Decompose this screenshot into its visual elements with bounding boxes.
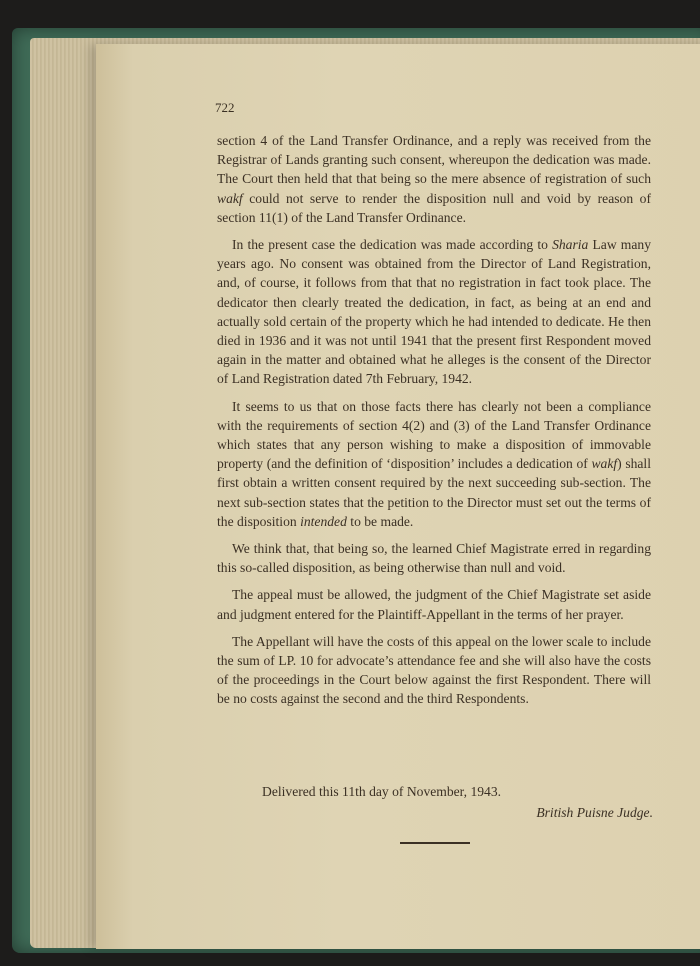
text-run: Law many years ago. No consent was obtained from the Director of Land Registration, and, of course, it follows from that that no registration in fact took place. The dedicator then clearly treated the dedication, in fact, as being at an end and actually sold certain of the property which he had intended to dedicate. He then died in 1936 and it was not until 1941 that the present first Respondent moved again in the matter and obtained what he alleges is the consent of the Director of Land Registration dated 7th February, 1942.: [217, 237, 652, 387]
italic-term: wakf: [217, 190, 243, 206]
text-run: The Appellant will have the costs of this appeal on the lower scale to include the sum of LP. 10 for advocate’s attendance fee and she will also have the costs of the proceedings in the Court below against the first Respondent. There will be no costs against the second and the third Respondents.: [217, 633, 651, 707]
judge-signature: British Puisne Judge.: [536, 805, 653, 820]
text-run: to be made.: [346, 513, 414, 529]
text-run: In the present case the dedication was made according to: [232, 237, 553, 253]
delivery-line: Delivered this 11th day of November, 1943.: [262, 784, 502, 799]
paragraph: [217, 131, 651, 227]
text-run: section 4 of the Land Transfer Ordinance, and a reply was received from the Registrar of Lands granting such consent, whereupon the dedication was made. The Court then held that that being so the mere absence of registration of such: [217, 133, 651, 187]
body-text: [217, 131, 651, 717]
divider-rule: [400, 842, 470, 844]
italic-term: intended: [300, 513, 347, 529]
italic-term: Sharia: [552, 237, 589, 253]
paragraph: [217, 397, 651, 531]
text-run: It seems to us that on those facts there has clearly not been a compliance with the requirements of section 4(2) and (3) of the Land Transfer Ordinance which states that any person wishing to make a disposition of immovable property (and the definition of ‘disposition’ includes a dedication of: [217, 398, 651, 472]
text-run: ) shall first obtain a written consent required by the next succeeding sub-section. The next sub-section states that the petition to the Director must set out the terms of the disposition: [217, 456, 651, 529]
text-run: We think that, that being so, the learned Chief Magistrate erred in regarding this so-called disposition, as being otherwise than null and void.: [217, 541, 651, 576]
paragraph: [217, 235, 651, 389]
paragraph: [217, 632, 651, 709]
page-number: 722: [215, 100, 235, 115]
paragraph: [217, 539, 651, 577]
italic-term: wakf: [591, 456, 618, 472]
paragraph: [217, 585, 651, 623]
text-run: The appeal must be allowed, the judgment of the Chief Magistrate set aside and judgment entered for the Plaintiff-Appellant in the terms of her prayer.: [217, 587, 651, 622]
text-run: could not serve to render the disposition null and void by reason of section 11(1) of the Land Transfer Ordinance.: [217, 190, 651, 225]
